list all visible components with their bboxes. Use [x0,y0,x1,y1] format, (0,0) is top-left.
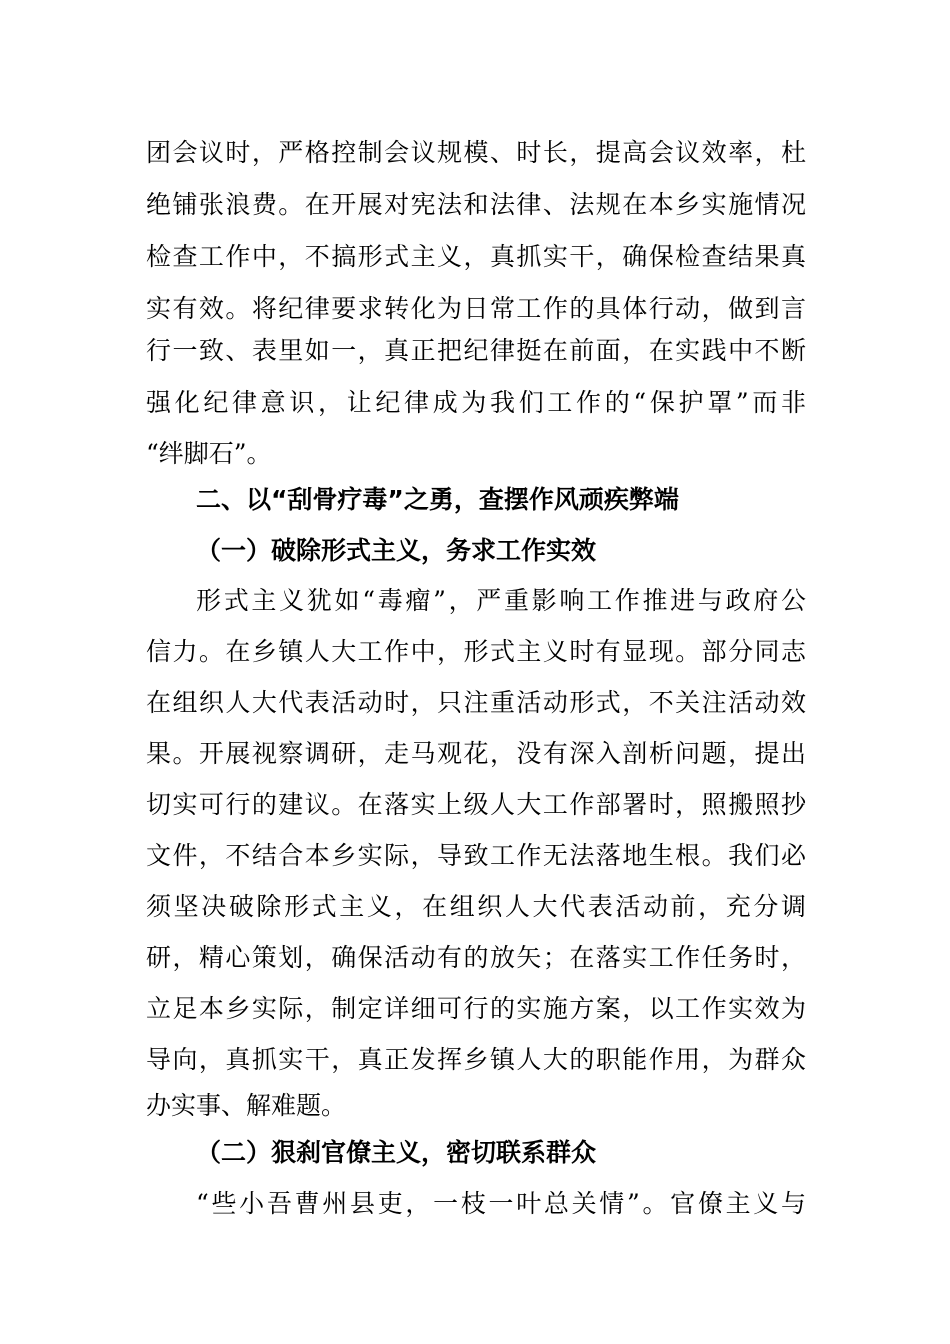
paragraph-line: 果。开展视察调研，走马观花，没有深入剖析问题，提出 [146,739,806,768]
paragraph-line: 导向，真抓实干，真正发挥乡镇人大的职能作用，为群众 [146,1045,806,1074]
paragraph-line: 须坚决破除形式主义，在组织人大代表活动前，充分调 [146,892,806,921]
paragraph-line: 信力。在乡镇人大工作中，形式主义时有显现。部分同志 [146,637,806,666]
subsection-heading: （一）破除形式主义，务求工作实效 [196,536,597,565]
paragraph-line: 办实事、解难题。 [146,1091,347,1120]
paragraph-line: 绝铺张浪费。在开展对宪法和法律、法规在本乡实施情况 [146,190,806,219]
paragraph-line: 文件，不结合本乡实际，导致工作无法落地生根。我们必 [146,841,806,870]
section-heading: 二、以“刮骨疗毒”之勇，查摆作风顽疾弊端 [196,485,679,514]
paragraph-line: 在组织人大代表活动时，只注重活动形式，不关注活动效 [146,688,806,717]
paragraph-line: 实有效。将纪律要求转化为日常工作的具体行动，做到言 [146,294,806,323]
paragraph-line: 立足本乡实际，制定详细可行的实施方案，以工作实效为 [146,994,806,1023]
paragraph-line: 形式主义犹如“毒瘤”，严重影响工作推进与政府公 [196,586,806,615]
paragraph-line: 研，精心策划，确保活动有的放矢；在落实工作任务时， [146,943,806,972]
subsection-heading: （二）狠刹官僚主义，密切联系群众 [196,1138,597,1167]
paragraph-line: 切实可行的建议。在落实上级人大工作部署时，照搬照抄 [146,790,806,819]
paragraph-line: “绊脚石”。 [146,439,272,468]
paragraph-line: “些小吾曹州县吏，一枝一叶总关情”。官僚主义与 [196,1189,806,1218]
paragraph-line: 强化纪律意识，让纪律成为我们工作的“保护罩”而非 [146,388,806,417]
paragraph-line: 团会议时，严格控制会议规模、时长，提高会议效率，杜 [146,138,806,167]
paragraph-line: 检查工作中，不搞形式主义，真抓实干，确保检查结果真 [146,242,806,271]
paragraph-line: 行一致、表里如一，真正把纪律挺在前面，在实践中不断 [146,336,806,365]
